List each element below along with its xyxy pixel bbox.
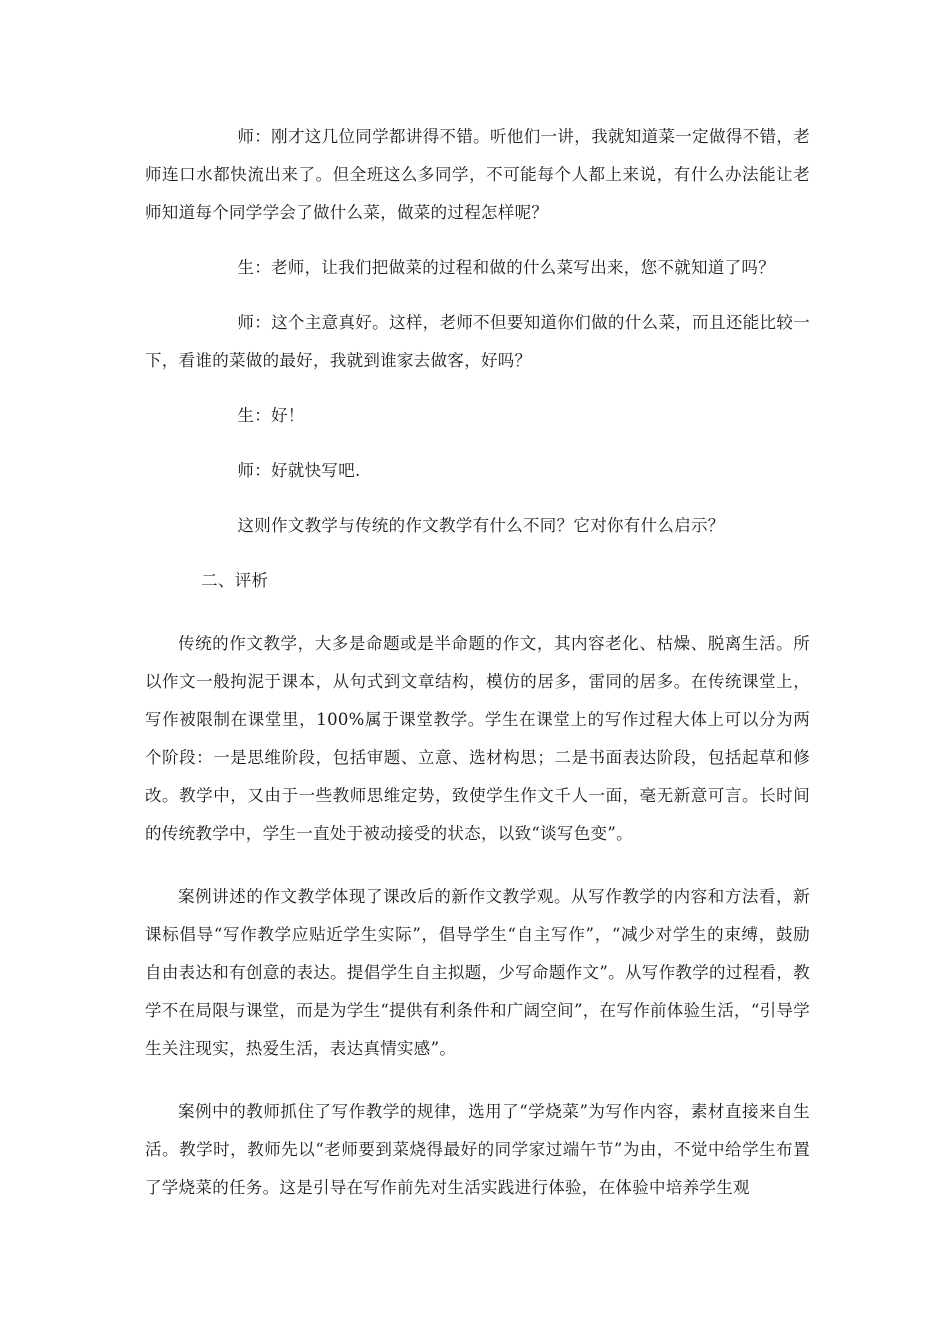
- dialogue-student-2: 生：好！: [237, 406, 305, 425]
- dialogue-teacher-1: 师：刚才这几位同学都讲得不错。听他们一讲，我就知道菜一定做得不错，老师连口水都快流出来了。但全班这么多同学，不可能每个人都上来说，有什么办法能让老师知道每个同学学会了做什么菜，做菜的过程怎样呢？: [145, 127, 810, 222]
- analysis-paragraph-3: 案例中的教师抓住了写作教学的规律，选用了“学烧菜”为写作内容，素材直接来自生活。教学时，教师先以“老师要到菜烧得最好的同学家过端午节”为由，不觉中给学生布置了学烧菜的任务。这是引导在写作前先对生活实践进行体验，在体验中培养学生观: [145, 1102, 810, 1197]
- dialogue-student-1: 生：老师，让我们把做菜的过程和做的什么菜写出来，您不就知道了吗？: [237, 258, 775, 277]
- analysis-paragraph-2: 案例讲述的作文教学体现了课改后的新作文教学观。从写作教学的内容和方法看，新课标倡导“写作教学应贴近学生实际”，倡导学生“自主写作”，“减少对学生的束缚，鼓励自由表达和有创意的表达。提倡学生自主拟题，少写命题作文”。从写作教学的过程看，教学不在局限与课堂，而是为学生“提供有利条件和广阔空间”，在写作前体验生活，“引导学生关注现实，热爱生活，表达真情实感”。: [145, 887, 810, 1058]
- discussion-question: 这则作文教学与传统的作文教学有什么不同？它对你有什么启示？: [237, 516, 725, 535]
- dialogue-teacher-2: 师：这个主意真好。这样，老师不但要知道你们做的什么菜，而且还能比较一下，看谁的菜做的最好，我就到谁家去做客，好吗？: [145, 313, 810, 370]
- dialogue-teacher-3: 师：好就快写吧.: [237, 461, 361, 480]
- analysis-paragraph-1: 传统的作文教学，大多是命题或是半命题的作文，其内容老化、枯燥、脱离生活。所以作文一般拘泥于课本，从句式到文章结构，模仿的居多，雷同的居多。在传统课堂上，写作被限制在课堂里，100%属于课堂教学。学生在课堂上的写作过程大体上可以分为两个阶段：一是思维阶段，包括审题、立意、选材构思；二是书面表达阶段，包括起草和修改。教学中，又由于一些教师思维定势，致使学生作文千人一面，毫无新意可言。长时间的传统教学中，学生一直处于被动接受的状态，以致“谈写色变”。: [145, 634, 810, 843]
- document-body: [145, 118, 810, 1207]
- section-heading: 二、评析: [201, 571, 269, 590]
